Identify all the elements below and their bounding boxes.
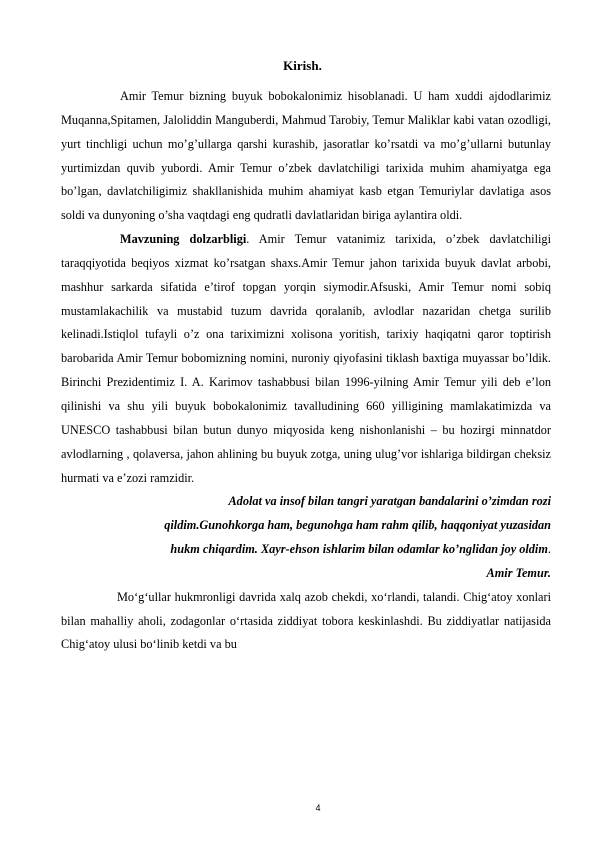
quote-line-1: Adolat va insof bilan tangri yaratgan bandalarini o’zimdan rozi — [228, 494, 551, 509]
history-paragraph: Mo‘g‘ullar hukmronligi davrida xalq azob chekdi, xo‘rlandi, talandi. Chig‘atoy xonlari bilan mahalliy aholi, zodagonlar o‘rtasida ziddiyat tobora keskinlashdi. Bu ziddiyatlar natijasida Chig‘atoy ulusi bo‘linib ketdi va bu — [61, 589, 551, 652]
quote-line-3-wrap — [61, 538, 551, 562]
body-text — [61, 85, 551, 657]
relevance-paragraph — [61, 228, 551, 490]
quote-line-2: qildim.Gunohkorga ham, begunohga ham rahm qilib, haqqoniyat yuzasidan — [164, 518, 551, 533]
quote-author: Amir Temur. — [486, 565, 551, 580]
quote-block — [61, 490, 551, 585]
relevance-text: . Amir Temur vatanimiz tarixida, o’zbek davlatchiligi taraqqiyotida beqiyos xizmat ko’rsatgan shaxs.Amir Temur jahon tarixida buyuk davlat arbobi, mashhur sarkarda sifatida e’tirof topgan yorqin siymodir.Afsuski, Amir Temur nomi sobiq mustamlakachilik va mustabid tuzum davrida qoralanib, avlodlar nazaridan chetga surilib kelinadi.Istiqlol tufayli o’z ona tariximizni xolisona yoritish, tarixiy haqiqatni qaror toptirish barobarida Amir Temur bobomizning nomini, nuroniy qiyofasini tiklash baxtiga muyassar bo’ldik. Birinchi Prezidentimiz I. A. Karimov tashabbusi bilan 1996-yilning Amir Temur yili deb e’lon qilinishi va shu yili buyuk bobokalonimiz tavalludining 660 yilligining mamlakatimizda va UNESCO tashabbusi bilan butun dunyo miqyosida keng nishonlanishi – bu hozirgi minnatdor avlodlarning , qolaversa, jahon ahlining bu buyuk zotga, uning ulug’vor ishlariga bildirgan cheksiz hurmati va e’zozi ramzidir. — [61, 232, 551, 485]
page-number: 4 — [315, 803, 321, 813]
page-title: Kirish. — [283, 58, 322, 73]
quote-line-3: hukm chiqardim. Xayr-ehson ishlarim bilan odamlar ko’nglidan joy oldim — [170, 542, 548, 557]
quote-line-3-period: . — [547, 542, 551, 557]
intro-paragraph: Amir Temur bizning buyuk bobokalonimiz hisoblanadi. U ham xuddi ajdodlarimiz Muqanna,Spitamen, Jaloliddin Manguberdi, Mahmud Tarobiy, Temur Maliklar kabi vatan ozodligi, yurt tinchligi uchun mo’g’ullarga qarshi kurashib, jasoratlar ko’rsatdi va mo’g’ullarni butunlay yurtimizdan quvib yubordi. Amir Temur o’zbek davlatchiligi tarixida muhim ahamiyatga ega bo’lgan, davlatchiligimiz shakllanishida muhim ahamiyat kasb etgan Temuriylar davlatiga asos soldi va dunyoning o’sha vaqtdagi eng qudratli davlatlaridan biriga aylantira oldi. — [61, 89, 551, 223]
relevance-heading: Mavzuning dolzarbligi — [120, 232, 247, 247]
